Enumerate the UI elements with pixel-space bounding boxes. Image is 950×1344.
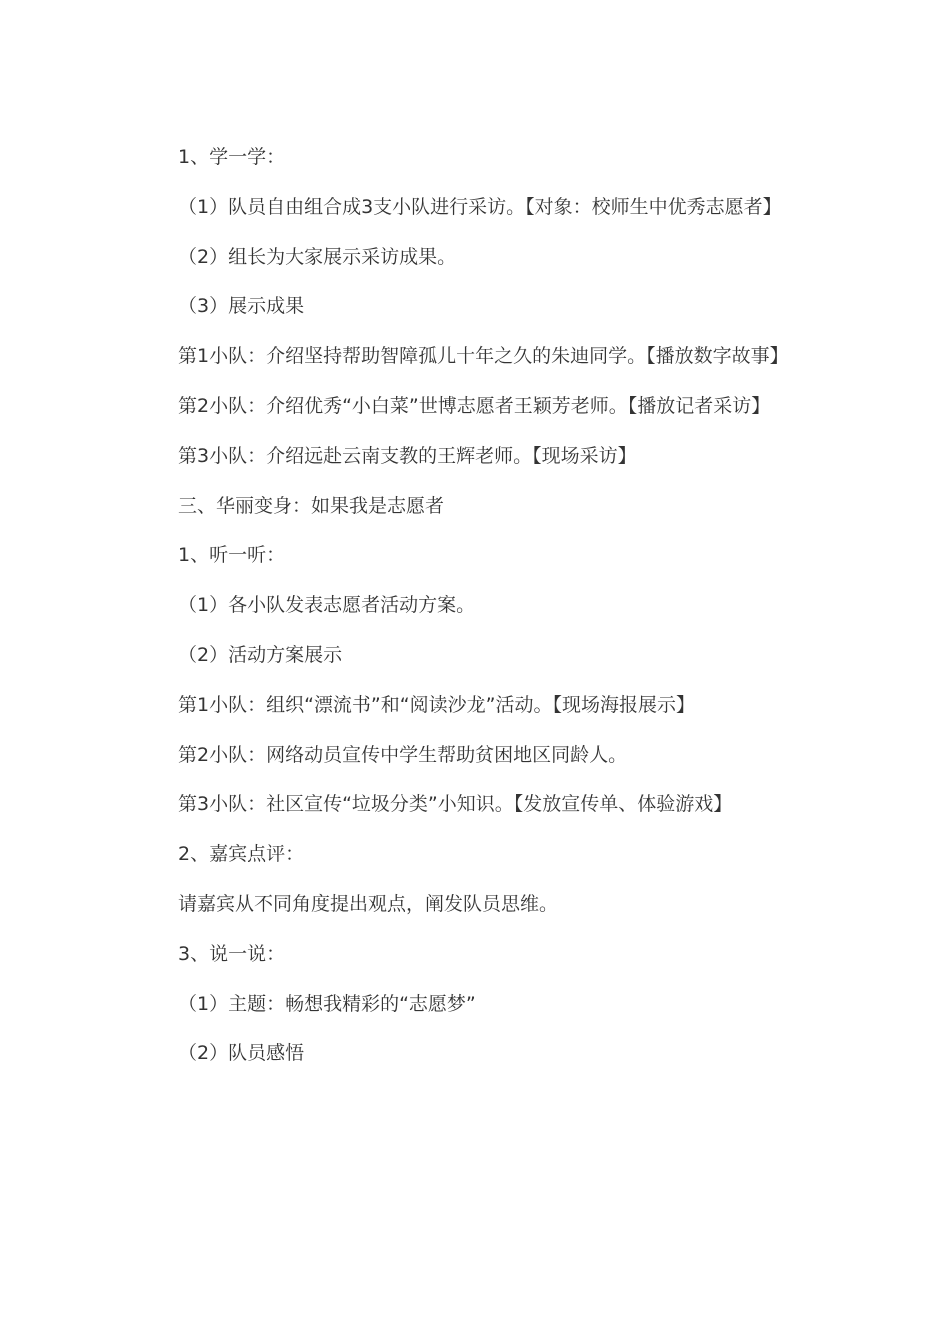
section-heading-speak: 3、说一说： bbox=[178, 942, 286, 965]
list-item: （1）主题：畅想我精彩的“志愿梦” bbox=[178, 992, 476, 1015]
team-paragraph: 第1小队：介绍坚持帮助智障孤儿十年之久的朱迪同学。【播放数字故事】 bbox=[178, 345, 789, 368]
list-item: （2）活动方案展示 bbox=[178, 643, 343, 666]
list-item: （2）组长为大家展示采访成果。 bbox=[178, 245, 457, 268]
list-item: （3）展示成果 bbox=[178, 295, 305, 318]
section-heading-transform: 三、华丽变身：如果我是志愿者 bbox=[178, 494, 445, 517]
team-paragraph: 第2小队：网络动员宣传中学生帮助贫困地区同龄人。 bbox=[178, 743, 628, 766]
list-item: （1）队员自由组合成3支小队进行采访。【对象：校师生中优秀志愿者】 bbox=[178, 195, 782, 218]
section-heading-learn: 1、学一学： bbox=[178, 146, 286, 168]
team-paragraph: 第3小队：社区宣传“垃圾分类”小知识。【发放宣传单、体验游戏】 bbox=[178, 793, 733, 816]
section-heading-listen: 1、听一听： bbox=[178, 544, 286, 567]
team-paragraph: 第2小队：介绍优秀“小白菜”世博志愿者王颖芳老师。【播放记者采访】 bbox=[178, 394, 771, 417]
team-paragraph: 第3小队：介绍远赴云南支教的王辉老师。【现场采访】 bbox=[178, 444, 637, 467]
document-body bbox=[143, 133, 803, 1079]
list-item: （2）队员感悟 bbox=[178, 1042, 305, 1065]
list-item: （1）各小队发表志愿者活动方案。 bbox=[178, 594, 476, 617]
body-paragraph: 请嘉宾从不同角度提出观点，阐发队员思维。 bbox=[178, 892, 559, 915]
section-heading-guest-comment: 2、嘉宾点评： bbox=[178, 843, 305, 866]
team-paragraph: 第1小队：组织“漂流书”和“阅读沙龙”活动。【现场海报展示】 bbox=[178, 693, 695, 716]
